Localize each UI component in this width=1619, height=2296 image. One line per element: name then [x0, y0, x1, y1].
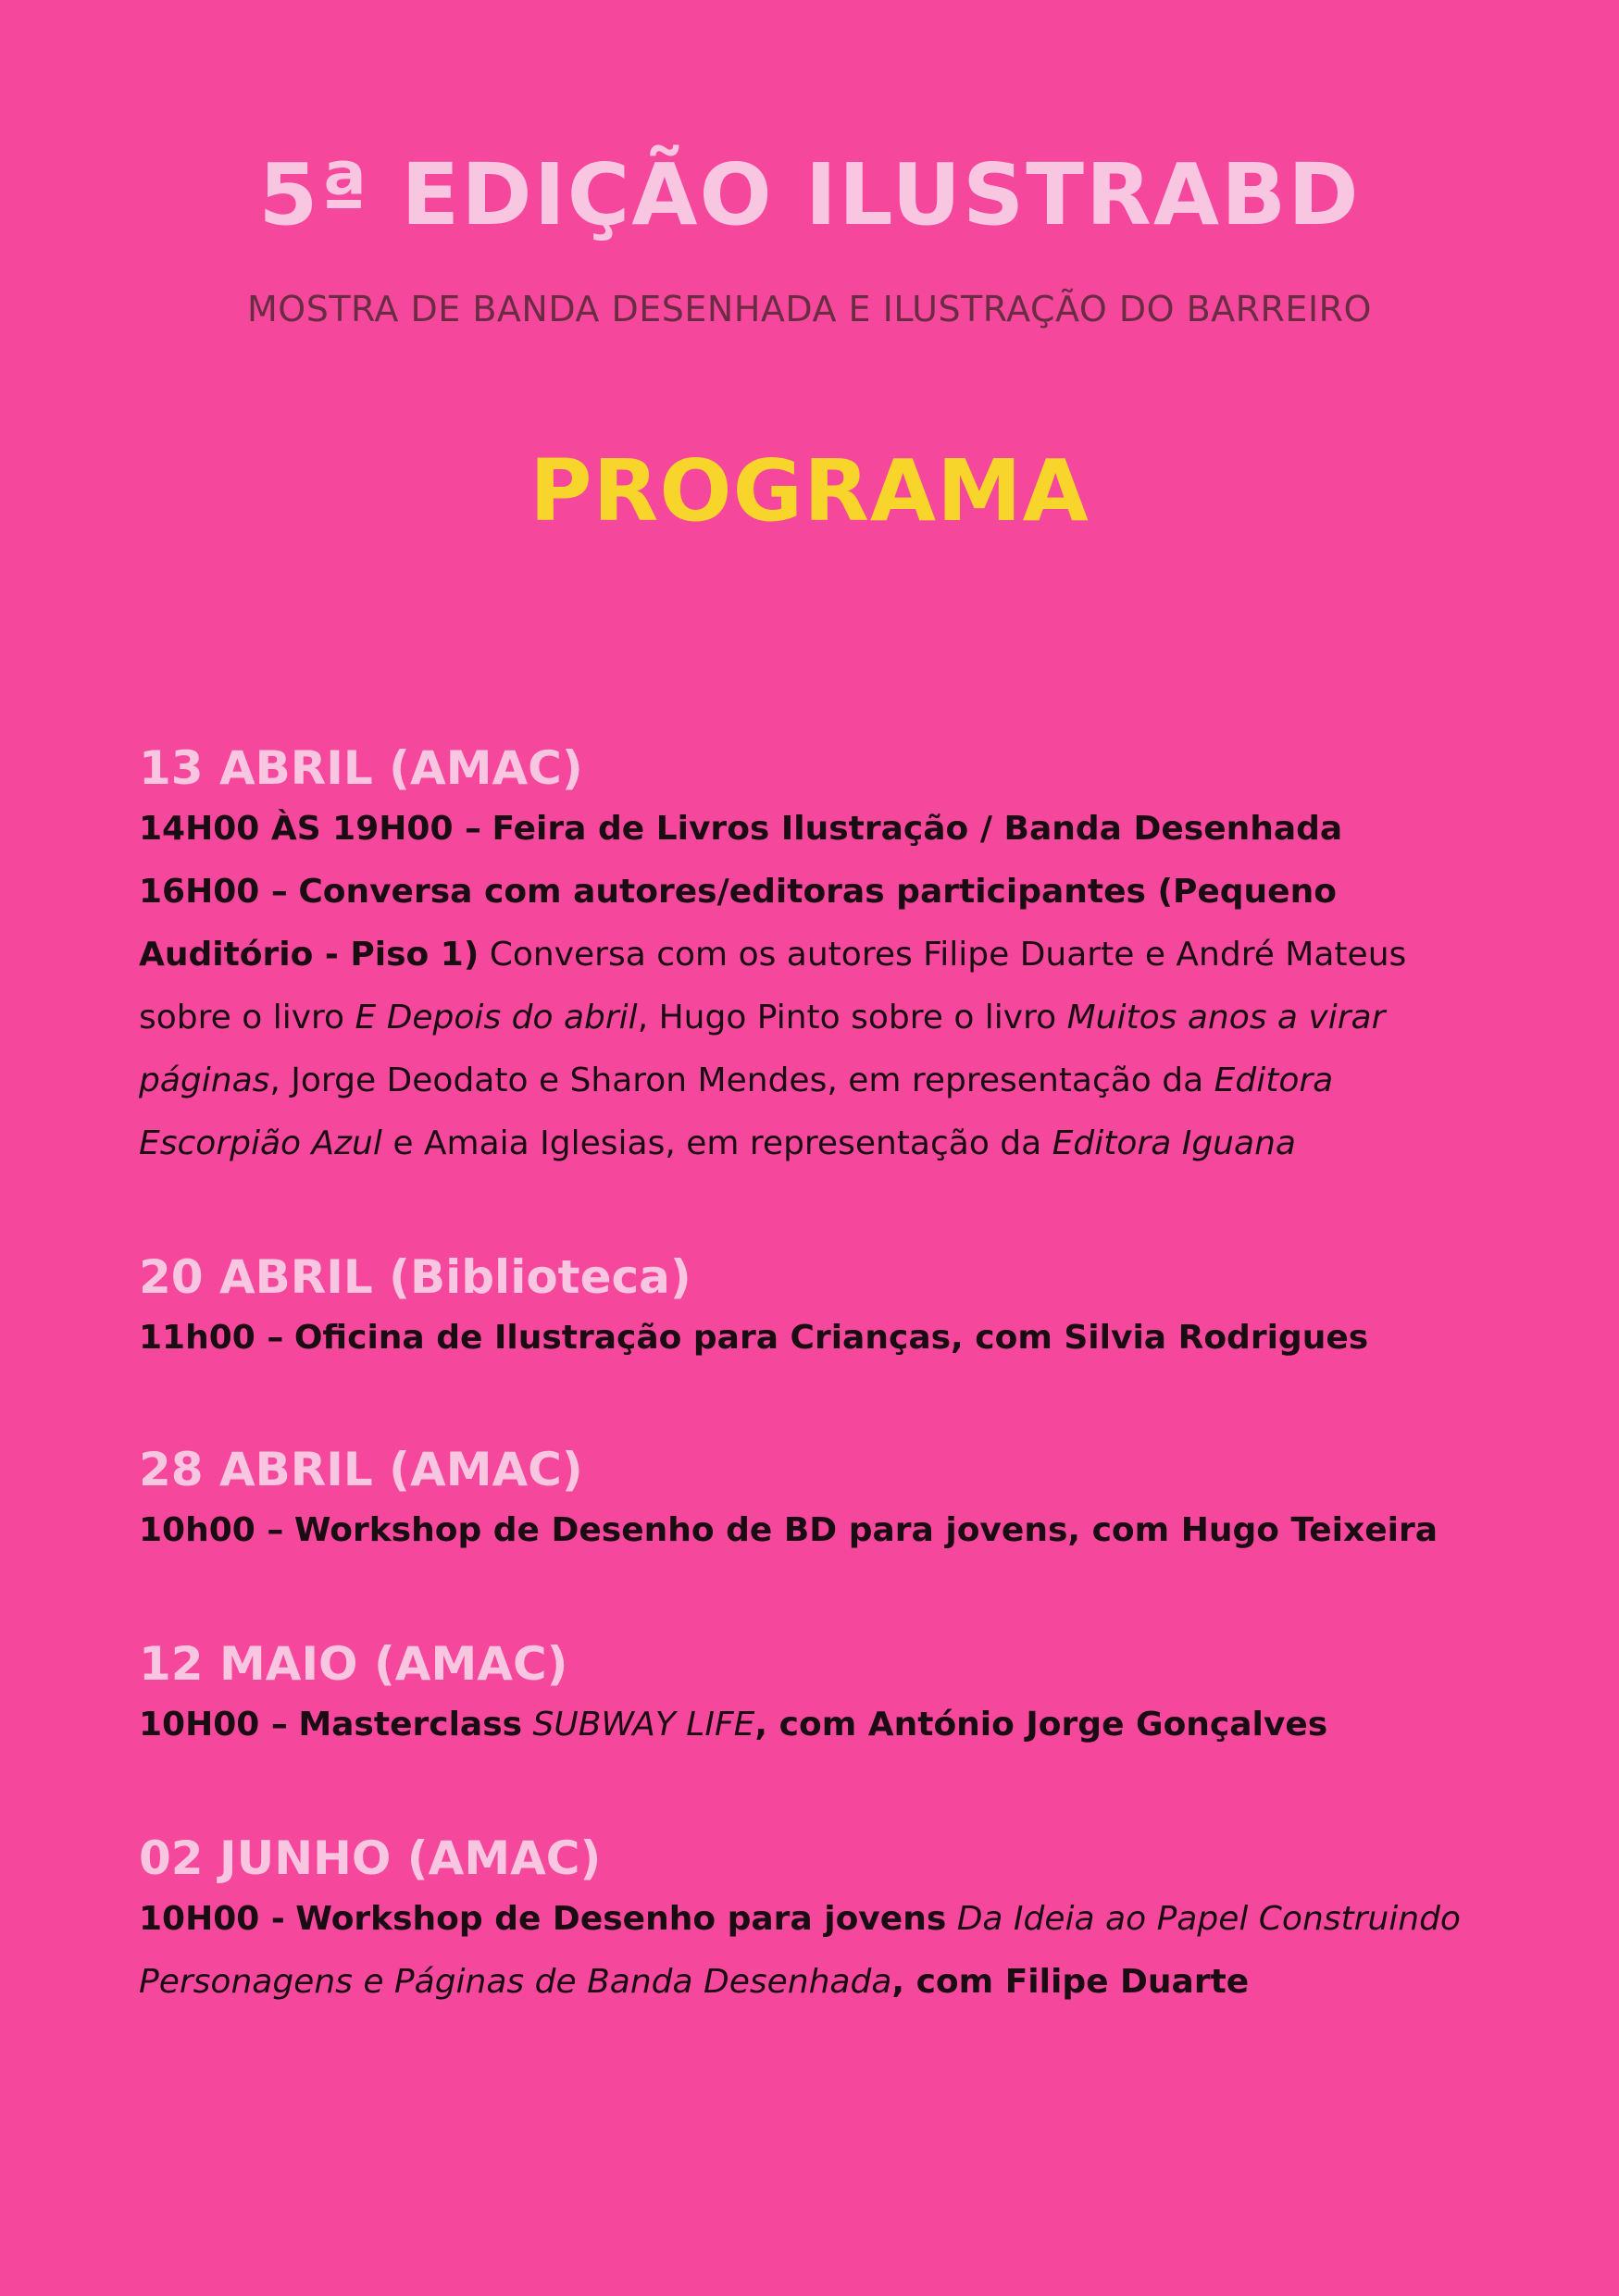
section-20-abril: [139, 1249, 1490, 1370]
entry-text: , com Filipe Duarte: [891, 1963, 1250, 2001]
masterclass-title: SUBWAY LIFE: [532, 1706, 755, 1744]
section-13-abril: [139, 740, 1490, 1175]
schedule-entry: [139, 861, 1490, 1175]
section-28-abril: [139, 1442, 1490, 1562]
edition-title: 5ª EDIÇÃO ILUSTRABD: [258, 145, 1361, 244]
entry-description: e Amaia Iglesias, em representação da: [392, 1124, 1042, 1162]
program-heading: PROGRAMA: [529, 441, 1090, 540]
entry-text: Feira de Livros Ilustração / Banda Desenhada: [492, 810, 1343, 848]
entry-text: Workshop de Desenho de BD para jovens, com Hugo Teixeira: [293, 1511, 1438, 1549]
section-heading: 12 MAIO (AMAC): [139, 1637, 568, 1691]
entry-description: , Hugo Pinto sobre o livro: [637, 999, 1057, 1036]
publisher-name: Editora Iguana: [1052, 1124, 1296, 1162]
entry-time: 11h00 –: [139, 1319, 284, 1357]
schedule-entry: [139, 798, 1490, 861]
entry-description: , Jorge Deodato e Sharon Mendes, em representação da: [269, 1061, 1204, 1099]
section-heading: 02 JUNHO (AMAC): [139, 1831, 602, 1885]
section-02-junho: [139, 1831, 1490, 2014]
book-title: E Depois do abril: [355, 999, 638, 1036]
entry-time: 16H00 –: [139, 873, 288, 911]
section-heading: 13 ABRIL (AMAC): [139, 741, 583, 795]
schedule-entry: [139, 1499, 1490, 1562]
entry-time: 14H00 ÀS 19H00 –: [139, 810, 482, 848]
schedule-entry: [139, 1888, 1490, 2014]
entry-time: 10H00 –: [139, 1706, 288, 1744]
event-subtitle: MOSTRA DE BANDA DESENHADA E ILUSTRAÇÃO DO BARREIRO: [247, 289, 1372, 329]
entry-time: 10h00 –: [139, 1511, 284, 1549]
workshop-title: Da Ideia ao Papel Construindo Personagens e Páginas de Banda Desenhada: [139, 1900, 1461, 2001]
section-heading: 28 ABRIL (AMAC): [139, 1443, 583, 1496]
section-12-maio: [139, 1636, 1490, 1756]
section-heading: 20 ABRIL (Biblioteca): [139, 1250, 691, 1304]
entry-description: Conversa com os autores Filipe Duarte e André Mateus sobre o livro: [139, 936, 1407, 1036]
publisher-name: Editora Escorpião Azul: [139, 1061, 1334, 1162]
entry-text: Oficina de Ilustração para Crianças, com Silvia Rodrigues: [293, 1319, 1369, 1357]
schedule-entry: [139, 1694, 1490, 1756]
entry-title: Conversa com autores/editoras participantes (Pequeno Auditório - Piso 1): [139, 873, 1337, 974]
entry-time: 10H00 -: [139, 1900, 285, 1938]
entry-text: Masterclass: [298, 1706, 523, 1744]
entry-text: , com António Jorge Gonçalves: [754, 1706, 1328, 1744]
entry-text: Workshop de Desenho para jovens: [295, 1900, 947, 1938]
schedule-entry: [139, 1307, 1490, 1370]
book-title: Muitos anos a virar páginas: [139, 999, 1386, 1099]
